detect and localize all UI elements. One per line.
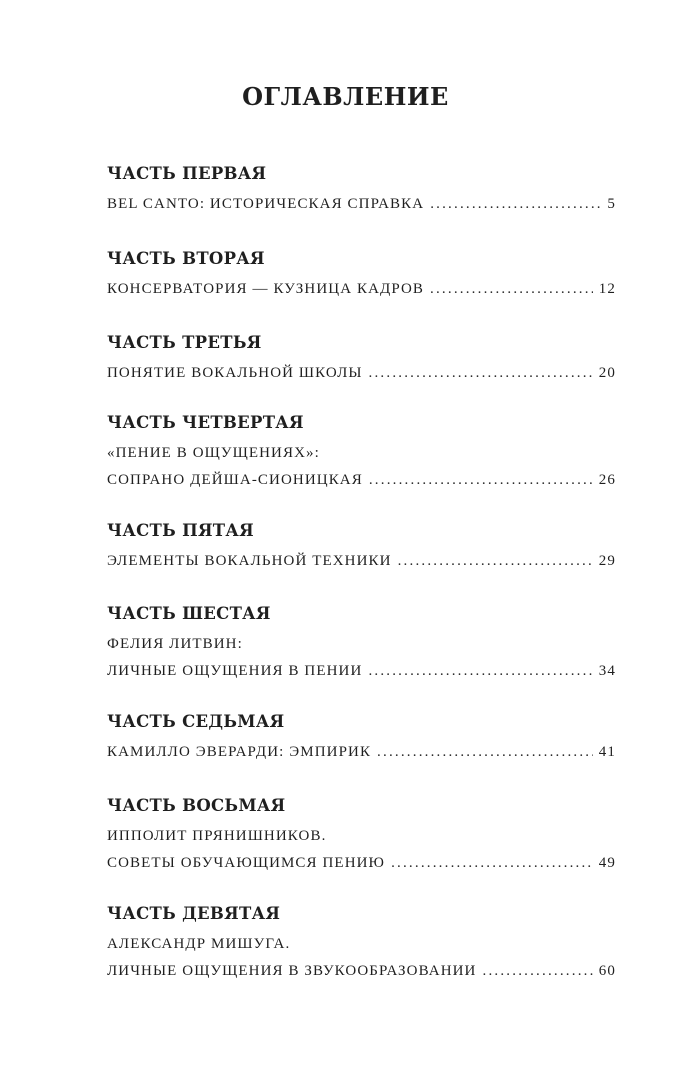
toc-entry[interactable] [107,958,616,985]
dot-leader [369,467,593,494]
entry-title: СОПРАНО ДЕЙША-СИОНИЦКАЯ [107,472,363,488]
toc-entry[interactable] [107,191,616,218]
toc-part [107,249,616,303]
part-heading: ЧАСТЬ ПЯТАЯ [107,521,254,540]
entry-title: «ПЕНИЕ В ОЩУЩЕНИЯХ»: [107,445,320,461]
toc-entry[interactable] [107,850,616,877]
dot-leader [369,360,593,387]
entry-title: ПОНЯТИЕ ВОКАЛЬНОЙ ШКОЛЫ [107,365,363,381]
dot-leader [368,658,592,685]
part-heading: ЧАСТЬ ВТОРАЯ [107,249,265,268]
entry-title: ЭЛЕМЕНТЫ ВОКАЛЬНОЙ ТЕХНИКИ [107,553,392,569]
toc-title: ОГЛАВЛЕНИЕ [242,82,449,111]
toc-entry-line[interactable] [107,823,616,850]
toc-entry-line[interactable] [107,931,616,958]
toc-entry-line[interactable] [107,440,616,467]
page-number: 5 [607,196,616,212]
page-number: 26 [598,472,616,488]
part-heading: ЧАСТЬ ДЕВЯТАЯ [107,904,281,923]
toc-part [107,712,616,766]
toc-part [107,333,616,387]
toc-part [107,604,616,685]
entry-title: СОВЕТЫ ОБУЧАЮЩИМСЯ ПЕНИЮ [107,855,386,871]
toc-part [107,904,616,985]
part-heading: ЧАСТЬ ЧЕТВЕРТАЯ [107,413,304,432]
page-number: 20 [598,365,616,381]
dot-leader [483,958,593,985]
entry-title: ЛИЧНЫЕ ОЩУЩЕНИЯ В ЗВУКООБРАЗОВАНИИ [107,963,477,979]
part-heading: ЧАСТЬ ВОСЬМАЯ [107,796,286,815]
toc-entry[interactable] [107,360,616,387]
toc-entry[interactable] [107,658,616,685]
dot-leader [430,191,601,218]
entry-title: КАМИЛЛО ЭВЕРАРДИ: ЭМПИРИК [107,744,372,760]
entry-title: ФЕЛИЯ ЛИТВИН: [107,636,243,652]
part-heading: ЧАСТЬ ТРЕТЬЯ [107,333,262,352]
dot-leader [430,276,593,303]
entry-title: ЛИЧНЫЕ ОЩУЩЕНИЯ В ПЕНИИ [107,663,363,679]
page-number: 41 [598,744,616,760]
part-heading: ЧАСТЬ ПЕРВАЯ [107,164,267,183]
toc-part [107,413,616,494]
page-number: 60 [598,963,616,979]
page-number: 12 [598,281,616,297]
dot-leader [398,548,593,575]
entry-title: ИППОЛИТ ПРЯНИШНИКОВ. [107,828,327,844]
page-number: 49 [598,855,616,871]
page-number: 34 [598,663,616,679]
toc-entry-line[interactable] [107,631,616,658]
toc-entry[interactable] [107,548,616,575]
part-heading: ЧАСТЬ ШЕСТАЯ [107,604,271,623]
toc-part [107,796,616,877]
toc-part [107,164,616,218]
toc-entry[interactable] [107,739,616,766]
toc-part [107,521,616,575]
dot-leader [391,850,593,877]
dot-leader [377,739,593,766]
page-number: 29 [598,553,616,569]
toc-entry[interactable] [107,467,616,494]
entry-title: АЛЕКСАНДР МИШУГА. [107,936,291,952]
entry-title: BEL CANTO: ИСТОРИЧЕСКАЯ СПРАВКА [107,196,425,212]
toc-entry[interactable] [107,276,616,303]
part-heading: ЧАСТЬ СЕДЬМАЯ [107,712,285,731]
entry-title: КОНСЕРВАТОРИЯ — КУЗНИЦА КАДРОВ [107,281,425,297]
